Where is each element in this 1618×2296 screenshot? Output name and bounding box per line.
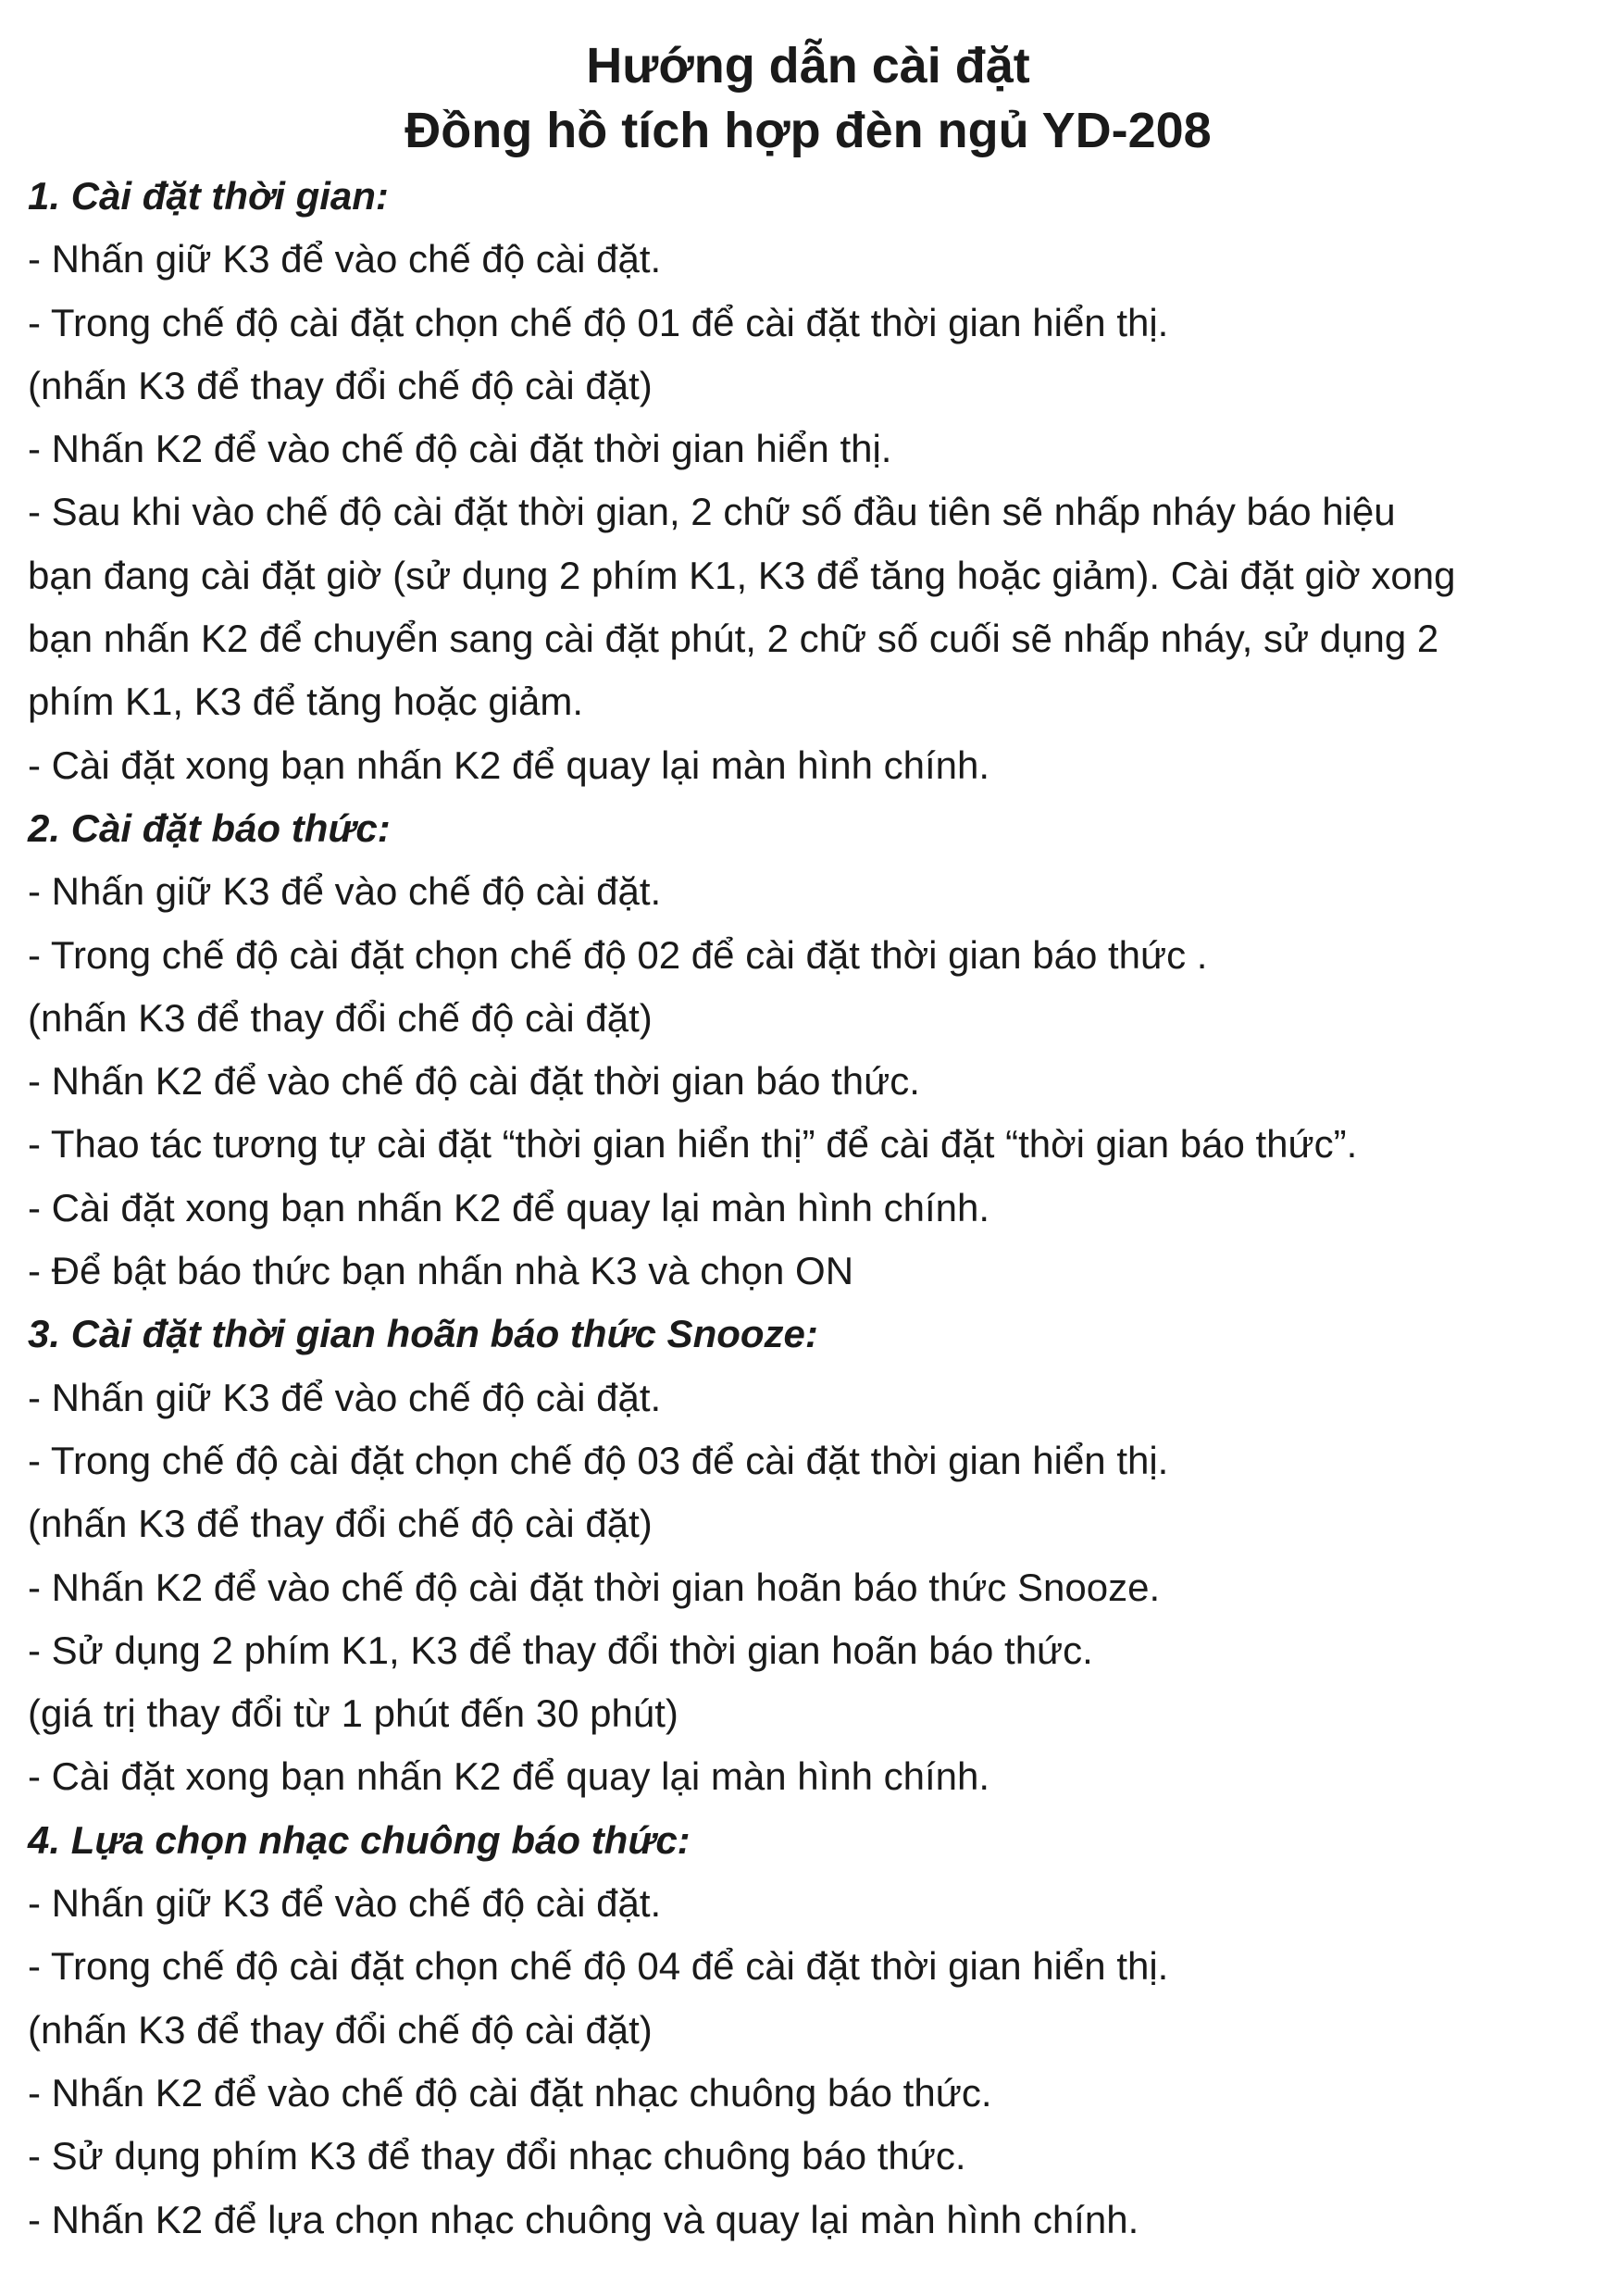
title-line-1: Hướng dẫn cài đặt	[586, 38, 1030, 94]
instruction-line: (nhấn K3 để thay đổi chế độ cài đặt)	[28, 2007, 653, 2052]
title-line-2: Đồng hồ tích hợp đèn ngủ YD-208	[404, 103, 1212, 158]
instruction-line: - Nhấn giữ K3 để vào chế độ cài đặt.	[28, 869, 662, 914]
instruction-line: - Trong chế độ cài đặt chọn chế độ 04 để cài đặt thời gian hiển thị.	[28, 1944, 1169, 1989]
instruction-line: (nhấn K3 để thay đổi chế độ cài đặt)	[28, 363, 653, 407]
instruction-line: - Trong chế độ cài đặt chọn chế độ 02 để cài đặt thời gian báo thức .	[28, 932, 1208, 977]
instruction-line: - Nhấn K2 để lựa chọn nhạc chuông và quay lại màn hình chính.	[28, 2197, 1139, 2241]
instruction-line: - Để bật báo thức bạn nhấn nhà K3 và chọn ON	[28, 1249, 854, 1293]
instruction-line: - Trong chế độ cài đặt chọn chế độ 01 để cài đặt thời gian hiển thị.	[28, 300, 1169, 344]
section-heading: 3. Cài đặt thời gian hoãn báo thức Snooze:	[28, 1312, 818, 1356]
instruction-line: - Nhấn K2 để vào chế độ cài đặt thời gian báo thức.	[28, 1059, 920, 1104]
instruction-line: - Sử dụng phím K3 để thay đổi nhạc chuông báo thức.	[28, 2134, 966, 2178]
section-heading: 2. Cài đặt báo thức:	[28, 805, 391, 850]
instruction-line: - Cài đặt xong bạn nhấn K2 để quay lại màn hình chính.	[28, 742, 990, 787]
document-title	[28, 33, 1588, 163]
section-heading: 4. Lựa chọn nhạc chuông báo thức:	[28, 1817, 691, 1862]
instruction-line: - Nhấn giữ K3 để vào chế độ cài đặt.	[28, 1375, 662, 1419]
section-heading: 1. Cài đặt thời gian:	[28, 174, 389, 218]
instruction-line: bạn nhấn K2 để chuyển sang cài đặt phút, 2 chữ số cuối sẽ nhấp nháy, sử dụng 2	[28, 617, 1439, 661]
instruction-line: - Sử dụng 2 phím K1, K3 để thay đổi thời gian hoãn báo thức.	[28, 1628, 1093, 1672]
instruction-line: - Nhấn K2 để vào chế độ cài đặt thời gian hoãn báo thức Snooze.	[28, 1565, 1161, 1609]
instruction-line: (nhấn K3 để thay đổi chế độ cài đặt)	[28, 995, 653, 1040]
instruction-line: phím K1, K3 để tăng hoặc giảm.	[28, 680, 584, 724]
instruction-line: - Cài đặt xong bạn nhấn K2 để quay lại màn hình chính.	[28, 1185, 990, 1229]
instruction-line: - Thao tác tương tự cài đặt “thời gian hiển thị” để cài đặt “thời gian báo thức”.	[28, 1122, 1358, 1167]
instruction-line: bạn đang cài đặt giờ (sử dụng 2 phím K1, K3 để tăng hoặc giảm). Cài đặt giờ xong	[28, 553, 1456, 597]
instruction-line: (nhấn K3 để thay đổi chế độ cài đặt)	[28, 1502, 653, 1546]
instruction-line: - Nhấn K2 để vào chế độ cài đặt thời gian hiển thị.	[28, 427, 892, 471]
instruction-line: - Sau khi vào chế độ cài đặt thời gian, 2 chữ số đầu tiên sẽ nhấp nháy báo hiệu	[28, 490, 1396, 534]
section-ringtone-setting	[28, 1809, 1588, 2252]
instruction-line: - Nhấn giữ K3 để vào chế độ cài đặt.	[28, 1881, 662, 1926]
instruction-line: - Nhấn giữ K3 để vào chế độ cài đặt.	[28, 237, 662, 281]
instruction-line: (giá trị thay đổi từ 1 phút đến 30 phút)	[28, 1691, 678, 1736]
instruction-line: - Trong chế độ cài đặt chọn chế độ 03 để cài đặt thời gian hiển thị.	[28, 1438, 1169, 1482]
instruction-line: - Cài đặt xong bạn nhấn K2 để quay lại màn hình chính.	[28, 1754, 990, 1799]
section-time-setting	[28, 165, 1588, 797]
section-alarm-setting	[28, 797, 1588, 1303]
section-snooze-setting	[28, 1303, 1588, 1808]
instruction-line: - Nhấn K2 để vào chế độ cài đặt nhạc chuông báo thức.	[28, 2070, 992, 2115]
